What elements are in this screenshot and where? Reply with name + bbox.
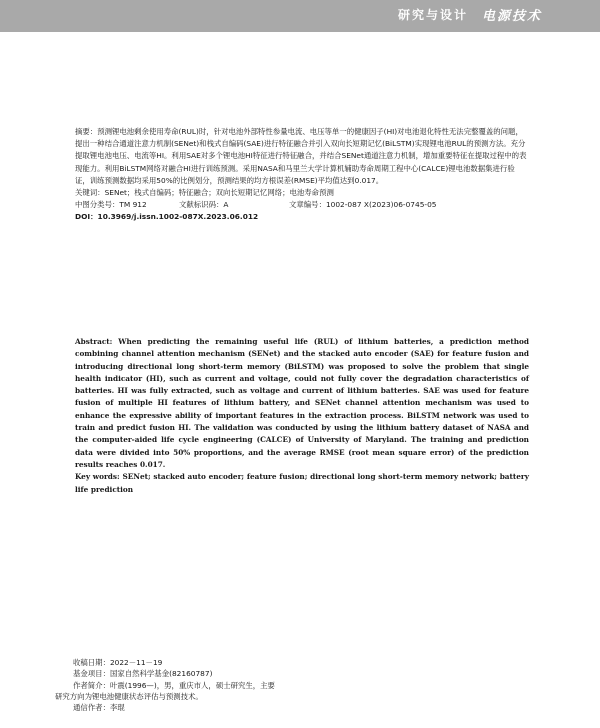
en-keywords-text: SENet; stacked auto encoder; feature fusion; directional long short-term memory network; battery life prediction <box>75 472 529 494</box>
english-abstract-block <box>75 336 529 496</box>
received-date: 收稿日期：2022－11－19 <box>73 658 163 667</box>
author-bio-line2: 研究方向为锂电池健康状态评估与预测技术。 <box>55 691 203 701</box>
en-abstract-text: When predicting the remaining useful life (RUL) of lithium batteries, a prediction method combining channel attention mechanism (SENet) and the stacked auto encoder (SAE) for feature fusion and introducing directional long short-term memory (BiLSTM) was proposed to solve the problem that single health indicator (HI), such as current and voltage, could not fully cover the degradation characteristics of batteries. HI was fully extracted, such as voltage and current of lithium batteries. SAE was used for feature fusion of multiple HI features of lithium battery, and SENet channel attention mechanism was used to enhance the expressive ability of important features in the extraction process. BiLSTM network was used to train and predict fusion HI. The validation was conducted by using the lithium battery dataset of NASA and the computer-aided life cycle engineering (CALCE) of University of Maryland. The training and prediction data were divided into 50% proportions, and the average RMSE (root mean square error) of the prediction results reaches 0.017. <box>75 337 529 469</box>
footnotes <box>55 657 525 713</box>
clc-number: 中图分类号：TM 912 <box>75 200 147 210</box>
journal-name: 电源技术 <box>482 9 543 24</box>
en-keywords-label: Key words: <box>75 472 120 482</box>
doi: DOI：10.3969/j.issn.1002-087X.2023.06.012 <box>75 212 259 222</box>
en-abstract <box>75 336 529 471</box>
article-number: 文章编号：1002-087 X(2023)06-0745-05 <box>289 200 437 210</box>
author-bio-line1: 作者简介：叶震(1996—)，男，重庆市人，硕士研究生，主要 <box>73 680 275 690</box>
funding: 基金项目：国家自然科学基金(82160787) <box>73 669 213 679</box>
zh-abstract-label: 摘要： <box>75 127 98 136</box>
en-keywords <box>75 471 529 496</box>
zh-keywords <box>75 187 529 199</box>
chinese-abstract-block <box>75 126 529 224</box>
zh-abstract-text: 预测锂电池剩余使用寿命(RUL)时，针对电池外部特性参量电流、电压等单一的健康因子(HI)对电池退化特性无法完整覆盖的问题，提出一种结合通道注意力机制(SENet)和栈式自编码(SAE)进行特征融合并引入双向长短期记忆(BiLSTM)实现锂电池RUL的预测方法。充分提取锂电池电压、电流等HI。利用SAE对多个锂电池HI特征进行特征融合，并结合SENet通道注意力机制，增加重要特征在提取过程中的表现能力。利用BiLSTM网络对融合HI进行训练预测。采用NASA和马里兰大学计算机辅助寿命周期工程中心(CALCE)锂电池数据集进行验证，训练预测数据均采用50%的比例划分，预测结果的均方根误差(RMSE)平均值达到0.017。 <box>75 127 527 185</box>
document-code: 文献标识码：A <box>179 200 229 210</box>
corresponding-author: 通信作者：李琨 <box>73 703 125 713</box>
zh-classification <box>75 199 529 211</box>
en-abstract-label: Abstract: <box>75 337 113 346</box>
zh-keywords-label: 关键词： <box>75 188 105 198</box>
zh-abstract <box>75 126 529 187</box>
journal-header-band <box>0 0 600 32</box>
section-title: 研究与设计 <box>398 8 469 22</box>
zh-keywords-text: SENet；栈式自编码；特征融合；双向长短期记忆网络；电池寿命预测 <box>104 188 334 198</box>
